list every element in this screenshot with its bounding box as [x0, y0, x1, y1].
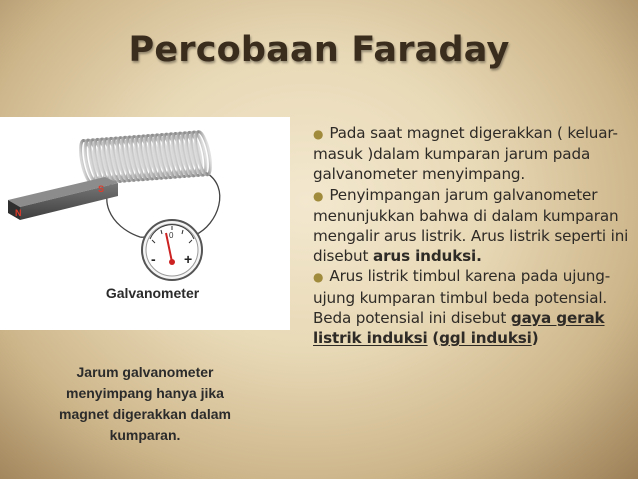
- galvanometer-label: Galvanometer: [105, 285, 200, 301]
- bullet-item-3: [313, 266, 635, 348]
- term-ggl-induksi-full: gaya gerak listrik induksi: [313, 308, 605, 348]
- bullet-icon: ●: [313, 188, 324, 203]
- bullet-item-2: [313, 185, 635, 267]
- bullet-icon: ●: [313, 270, 324, 285]
- coil-icon: [78, 130, 214, 184]
- figure-caption: [34, 362, 256, 446]
- term-ggl-induksi: ggl induksi: [439, 329, 532, 348]
- slide-title: Percobaan Faraday: [128, 30, 510, 70]
- magnet-north-label: N: [15, 208, 22, 218]
- bullet-text: Arus listrik timbul karena pada ujung-ujung kumparan timbul beda potensial. Beda potensial ini disebut: [313, 267, 611, 327]
- bullet-text: Penyimpangan jarum galvanometer menunjukkan bahwa di dalam kumparan mengalir arus listrik. Arus listrik seperti ini disebut: [313, 185, 629, 266]
- faraday-illustration: [0, 117, 290, 330]
- gauge-zero-label: 0: [169, 231, 174, 240]
- gauge-minus-label: -: [151, 251, 156, 267]
- bullet-text: Pada saat magnet digerakkan ( keluar- masuk )dalam kumparan jarum pada galvanometer menyimpang.: [313, 124, 618, 184]
- bar-magnet-icon: [8, 177, 118, 220]
- bullet-item-1: [313, 123, 635, 185]
- caption-line: magnet digerakkan dalam: [59, 406, 231, 422]
- caption-line: menyimpang hanya jika: [66, 385, 224, 401]
- caption-line: kumparan.: [109, 427, 181, 443]
- bullet-icon: ●: [313, 127, 324, 141]
- bullet-list: [313, 123, 635, 348]
- term-arus-induksi: arus induksi.: [372, 247, 482, 266]
- gauge-plus-label: +: [184, 251, 193, 267]
- paren-open: (: [432, 329, 440, 348]
- galvanometer-icon: [142, 220, 202, 280]
- paren-close: ): [531, 329, 539, 348]
- caption-line: Jarum galvanometer: [76, 364, 214, 380]
- magnet-south-label: S: [98, 184, 105, 194]
